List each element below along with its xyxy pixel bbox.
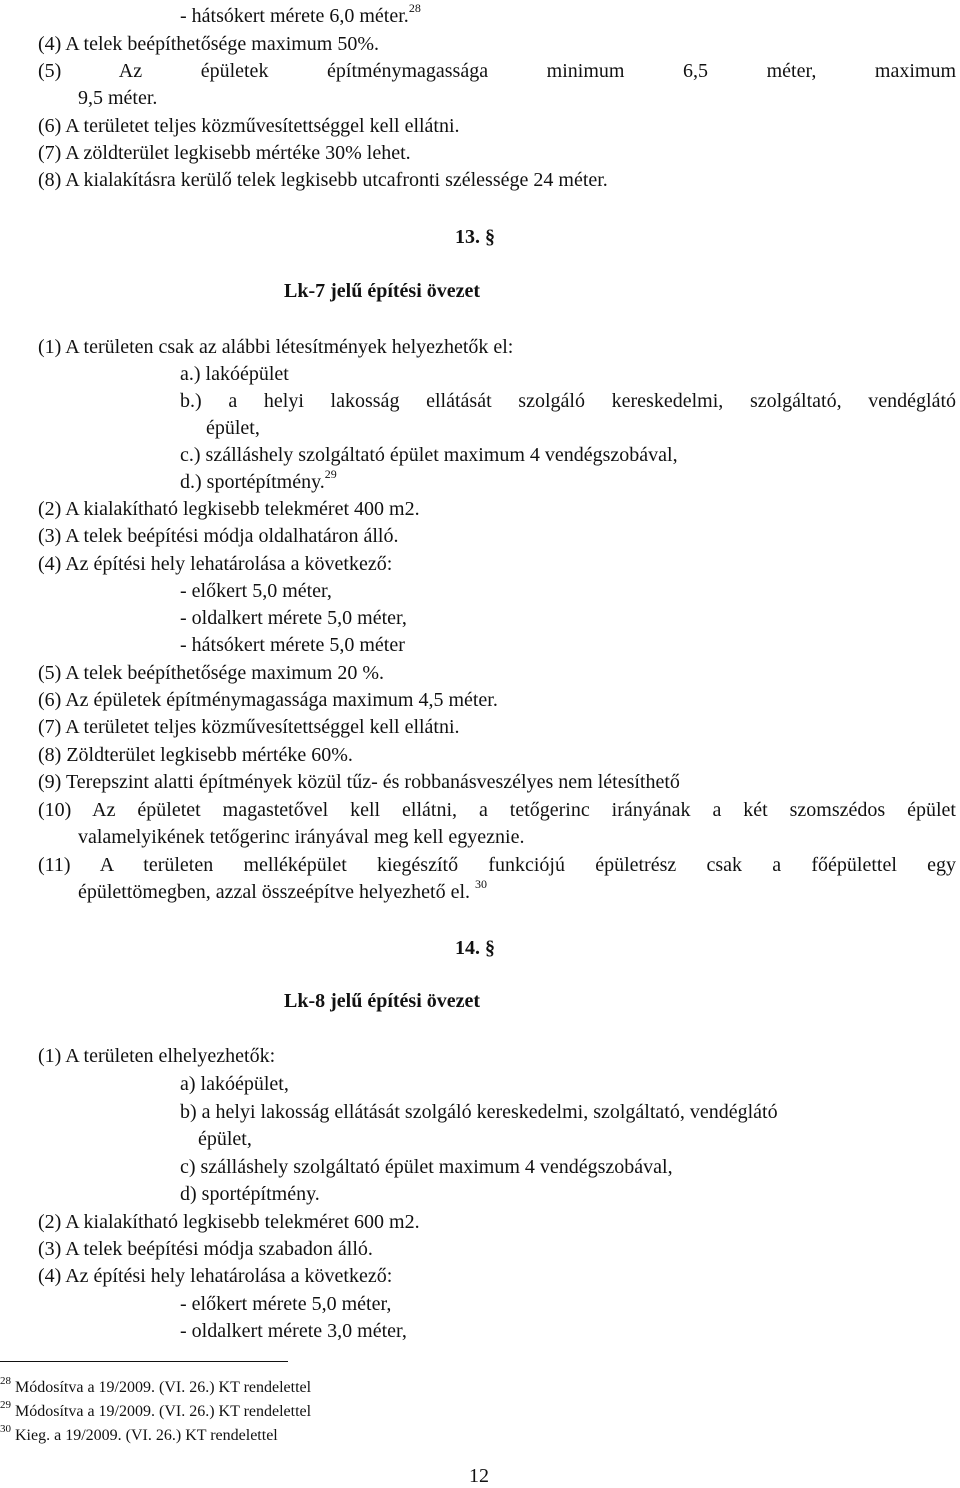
page-number: 12 (469, 1465, 489, 1487)
text-line: - oldalkert mérete 3,0 méter, (180, 1320, 407, 1342)
text-line: (8) A kialakításra kerülő telek legkisebb utcafronti szélessége 24 méter. (38, 169, 608, 191)
text-line: (1) A területen csak az alábbi létesítmények helyezhetők el: (38, 336, 514, 358)
text-line: - oldalkert mérete 5,0 méter, (180, 607, 407, 629)
section-title: Lk-8 jelű építési övezet (284, 990, 481, 1012)
text-line: (8) Zöldterület legkisebb mértéke 60%. (38, 744, 353, 766)
text-line: - hátsókert mérete 5,0 méter (180, 634, 405, 656)
text-line: valamelyikének tetőgerinc irányával meg kell egyeznie. (78, 826, 525, 848)
text-line: a.) lakóépület (180, 363, 289, 385)
section-title: Lk-7 jelű építési övezet (284, 280, 481, 302)
footnote-ref: 30 (475, 877, 488, 892)
text-line: (6) A területet teljes közművesítettséggel kell ellátni. (38, 115, 460, 137)
text-line: (5) Az épületek építménymagassága minimum 6,5 méter, maximum (38, 60, 956, 82)
text-line: épülettömegben, azzal összeépítve helyezhető el. $^{30}$ (78, 877, 488, 903)
text-line: (2) A kialakítható legkisebb telekméret 600 m2. (38, 1211, 420, 1233)
text-line: (4) A telek beépíthetősége maximum 50%. (38, 33, 380, 55)
text-line: c.) szálláshely szolgáltató épület maximum 4 vendégszobával, (180, 444, 678, 466)
section-number: 13. § (455, 226, 495, 248)
text-line: (4) Az építési hely lehatárolása a következő: (38, 1265, 393, 1287)
footnote: $^{29}$ Módosítva a 19/2009. (VI. 26.) KT rendelettel (0, 1398, 312, 1420)
text-line: (1) A területen elhelyezhetők: (38, 1045, 276, 1067)
text-line: - előkert 5,0 méter, (180, 580, 332, 602)
paragraph-sign-icon: § (485, 226, 495, 248)
text-line: d.) sportépítmény.$^{29}$ (180, 467, 337, 493)
footnote-ref: 28 (408, 1, 421, 16)
footnote-ref: 29 (324, 467, 337, 482)
text-line: (4) Az építési hely lehatárolása a következő: (38, 553, 393, 575)
text-line: 9,5 méter. (78, 87, 158, 109)
text-line: a) lakóépület, (180, 1073, 289, 1095)
text-line: (7) A zöldterület legkisebb mértéke 30% lehet. (38, 142, 411, 164)
text-line: (6) Az épületek építménymagassága maximum 4,5 méter. (38, 689, 498, 711)
text-line: épület, (198, 1128, 252, 1150)
paragraph-sign-icon: § (485, 937, 495, 959)
text-line: (2) A kialakítható legkisebb telekméret 400 m2. (38, 498, 420, 520)
text-line: (11) A területen melléképület kiegészítő funkciójú épületrész csak a főépülettel egy (38, 854, 956, 876)
text-line: (10) Az épületet magastetővel kell ellátni, a tetőgerinc irányának a két szomszédos épület (38, 799, 956, 821)
text-line: b) a helyi lakosság ellátását szolgáló kereskedelmi, szolgáltató, vendéglátó (180, 1101, 778, 1123)
text-line: (5) A telek beépíthetősége maximum 20 %. (38, 662, 385, 684)
section-number: 14. § (455, 937, 495, 959)
footnote: $^{30}$ Kieg. a 19/2009. (VI. 26.) KT rendelettel (0, 1422, 278, 1444)
text-line: (9) Terepszint alatti építmények közül tűz- és robbanásveszélyes nem létesíthető (38, 771, 680, 793)
text-line: épület, (206, 417, 260, 439)
text-line: - hátsókert mérete 6,0 méter.$^{28}$ (180, 1, 421, 27)
text-line: (3) A telek beépítési módja oldalhatáron álló. (38, 525, 399, 547)
text-line: b.) a helyi lakosság ellátását szolgáló kereskedelmi, szolgáltató, vendéglátó (180, 390, 956, 412)
text-line: (7) A területet teljes közművesítettséggel kell ellátni. (38, 716, 460, 738)
text-line: (3) A telek beépítési módja szabadon álló. (38, 1238, 373, 1260)
text-line: c) szálláshely szolgáltató épület maximum 4 vendégszobával, (180, 1156, 673, 1178)
text-line: d) sportépítmény. (180, 1183, 320, 1205)
footnote-divider (0, 1361, 288, 1362)
footnote: $^{28}$ Módosítva a 19/2009. (VI. 26.) KT rendelettel (0, 1374, 312, 1396)
text-line: - előkert mérete 5,0 méter, (180, 1293, 392, 1315)
